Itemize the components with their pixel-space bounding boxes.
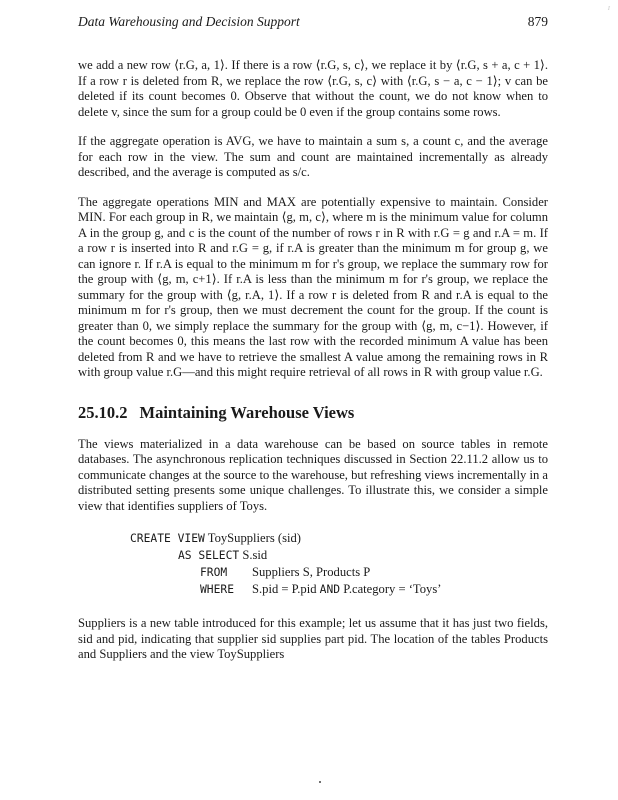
sql-line-from (130, 564, 548, 581)
sql-line-create (130, 530, 548, 547)
sql-text: ToySuppliers (sid) (207, 531, 301, 545)
sql-line-select (130, 547, 548, 564)
sql-text: P.category = ‘Toys’ (343, 582, 442, 596)
page-speck (319, 781, 321, 783)
sql-text: S.sid (242, 548, 268, 562)
sql-keyword: FROM (200, 566, 228, 579)
page-corner-mark: ɪ (607, 3, 610, 12)
sql-keyword: WHERE (200, 583, 235, 596)
sql-keyword: AS SELECT (178, 549, 240, 562)
paragraph-suppliers-table: Suppliers is a new table introduced for this example; let us assume that it has just two fields, sid and pid, indicating that supplier sid supplies part pid. The location of the tables Products and Suppliers and the view ToySuppliers (78, 616, 548, 661)
section-heading (78, 403, 548, 423)
paragraph-sum-maintenance: we add a new row ⟨r.G, a, 1⟩. If there is a row ⟨r.G, s, c⟩, we replace it by ⟨r.G, s + a, c + 1⟩. If a row r is deleted from R, we replace the row ⟨r.G, s, c⟩ with ⟨r.G, s − a, c − 1⟩; v can be deleted if its count becomes 0. Observe that without the count, we do not know when to delete v, since the sum for a group could be 0 even if the group contains some rows. (78, 58, 548, 119)
sql-text: S.pid = P.pid (252, 582, 317, 596)
sql-text: Suppliers S, Products P (252, 565, 371, 579)
sql-line-where (130, 581, 548, 598)
page-number: 879 (527, 14, 548, 29)
page-content (78, 14, 548, 663)
sql-keyword: AND (319, 583, 341, 596)
sql-keyword: CREATE VIEW (130, 532, 205, 545)
running-title: Data Warehousing and Decision Support (78, 14, 300, 29)
paragraph-min-max-maintenance: The aggregate operations MIN and MAX are potentially expensive to maintain. Consider MIN. For each group in R, we maintain ⟨g, m, c⟩, where m is the minimum value for column A in the group g, and c is the count of the number of rows r in R with r.G = g and r.A = m. If a row r is inserted into R and r.G = g, if r.A is greater than the minimum m for group g, we can ignore r. If r.A is equal to the minimum m for r's group, we replace the summary row for the group with ⟨g, m, c+1⟩. If r.A is less than the minimum m for r's group, we replace the summary for the group with ⟨g, r.A, 1⟩. If a row r is deleted from R and r.A is equal to the minimum m for r's group, then we must decrement the count for the group. If the count is greater than 0, we simply replace the summary for the group with ⟨g, m, c−1⟩. However, if the count becomes 0, this means the last row with the recorded minimum A value has been deleted from R and we have to retrieve the smallest A value among the remaining rows in R with group value r.G—and this might require retrieval of all rows in R with group value r.G. (78, 194, 548, 379)
paragraph-warehouse-views: The views materialized in a data warehouse can be based on source tables in remote databases. The asynchronous replication techniques discussed in Section 22.11.2 allow us to communicate changes at the source to the warehouse, but refreshing views incrementally in a distributed setting presents some unique challenges. To illustrate this, we consider a simple view that identifies suppliers of Toys. (78, 436, 548, 513)
section-number: 25.10.2 (78, 402, 128, 422)
paragraph-avg-maintenance: If the aggregate operation is AVG, we have to maintain a sum s, a count c, and the average for each row in the view. The sum and count are maintained incrementally as already described, and the average is computed as s/c. (78, 134, 548, 179)
section-title: Maintaining Warehouse Views (139, 402, 355, 422)
sql-code-block (130, 530, 548, 598)
running-head (78, 14, 548, 36)
